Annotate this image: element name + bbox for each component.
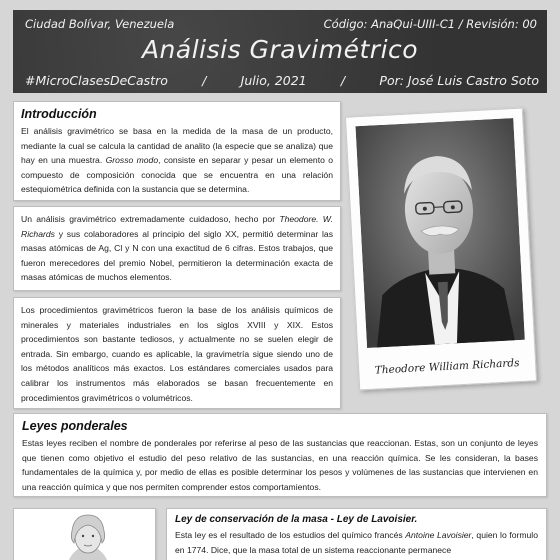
portrait-image (355, 118, 524, 348)
page-title: Análisis Gravimétrico (141, 35, 419, 64)
photo-caption: Theodore William Richards (374, 357, 520, 377)
header-code: Código: AnaQui-UIII-C1 / Revisión: 00 (323, 17, 537, 31)
leyes-paragraph: Estas leyes reciben el nombre de ponderales por referirse al peso de las sustancias que reaccionan. Estas, son un conjunto de leyes que tienen como objetivo el estudio del peso relativo de las sustancias, en una reacción química. Se les consideran, la bases fundamentales de la química y, por medio de ellas es posible determinar los pesos y volúmenes de las sustancias que intervienen en una reacción química y que nos permiten comprender estos comportamientos. (22, 438, 538, 492)
header-city: Ciudad Bolívar, Venezuela (25, 17, 175, 31)
intro-title: Introducción (21, 107, 97, 121)
intro-paragraph: El análisis gravimétrico se basa en la medida de la masa de un producto, mediante la cual se calcula la cantidad de analito (la especie que se analiza) que hay en una muestra. Grosso modo, consiste en separar y pesar un elemento o compuesto de composición conocida que se encuentra en una relación estequiométrica definida con la sustancia que se determina. (21, 126, 333, 195)
leyes-section (13, 413, 547, 497)
header-separator: / (202, 73, 207, 88)
lavoisier-portrait (14, 509, 156, 560)
lavoisier-image-box (13, 508, 156, 560)
leyes-title: Leyes ponderales (22, 419, 128, 433)
header-hashtag: #MicroClasesDeCastro (25, 73, 168, 88)
header-author: Por: José Luis Castro Soto (379, 73, 539, 88)
header-byline (25, 73, 539, 88)
header-banner (13, 10, 547, 93)
lavoisier-section (166, 508, 547, 560)
procedures-paragraph: Los procedimientos gravimétricos fueron la base de los análisis químicos de minerales y materiales industriales en los siglos XVIII y XIX. Estos procedimientos son bastante tediosos, y actualmente no se suelen elegir de entrada. Sin embargo, cuando es aplicable, la gravimetría sigue siendo uno de los métodos analíticos más exactos. Los estándares comerciales usados para calibrar los instrumentos más elaborados se basan frecuentemente en procedimientos gravimétricos o volumétricos. (21, 305, 333, 403)
richards-photo (345, 108, 537, 391)
richards-section (13, 206, 341, 291)
header-separator: / (340, 73, 346, 88)
header-date: Julio, 2021 (240, 73, 307, 88)
procedures-section (13, 297, 341, 409)
lavoisier-title: Ley de conservación de la masa - Ley de Lavoisier. (175, 514, 418, 525)
richards-paragraph: Un análisis gravimétrico extremadamente cuidadoso, hecho por Theodore. W. Richards y sus colaboradores al principio del siglo XX, permitió determinar las masas atómicas de Ag, Cl y N con una exactitud de 6 cifras. Estos trabajos, que fueron merecedores del premio Nobel, permitieron la determinación exacta de masas atómicas de muchos elementos. (21, 214, 333, 283)
lavoisier-paragraph: Esta ley es el resultado de los estudios del químico francés Antoine Lavoisier, quien lo formulo en 1774. Dice, que la masa total de un sistema reaccionante permanece (175, 530, 538, 555)
intro-section (13, 101, 341, 201)
